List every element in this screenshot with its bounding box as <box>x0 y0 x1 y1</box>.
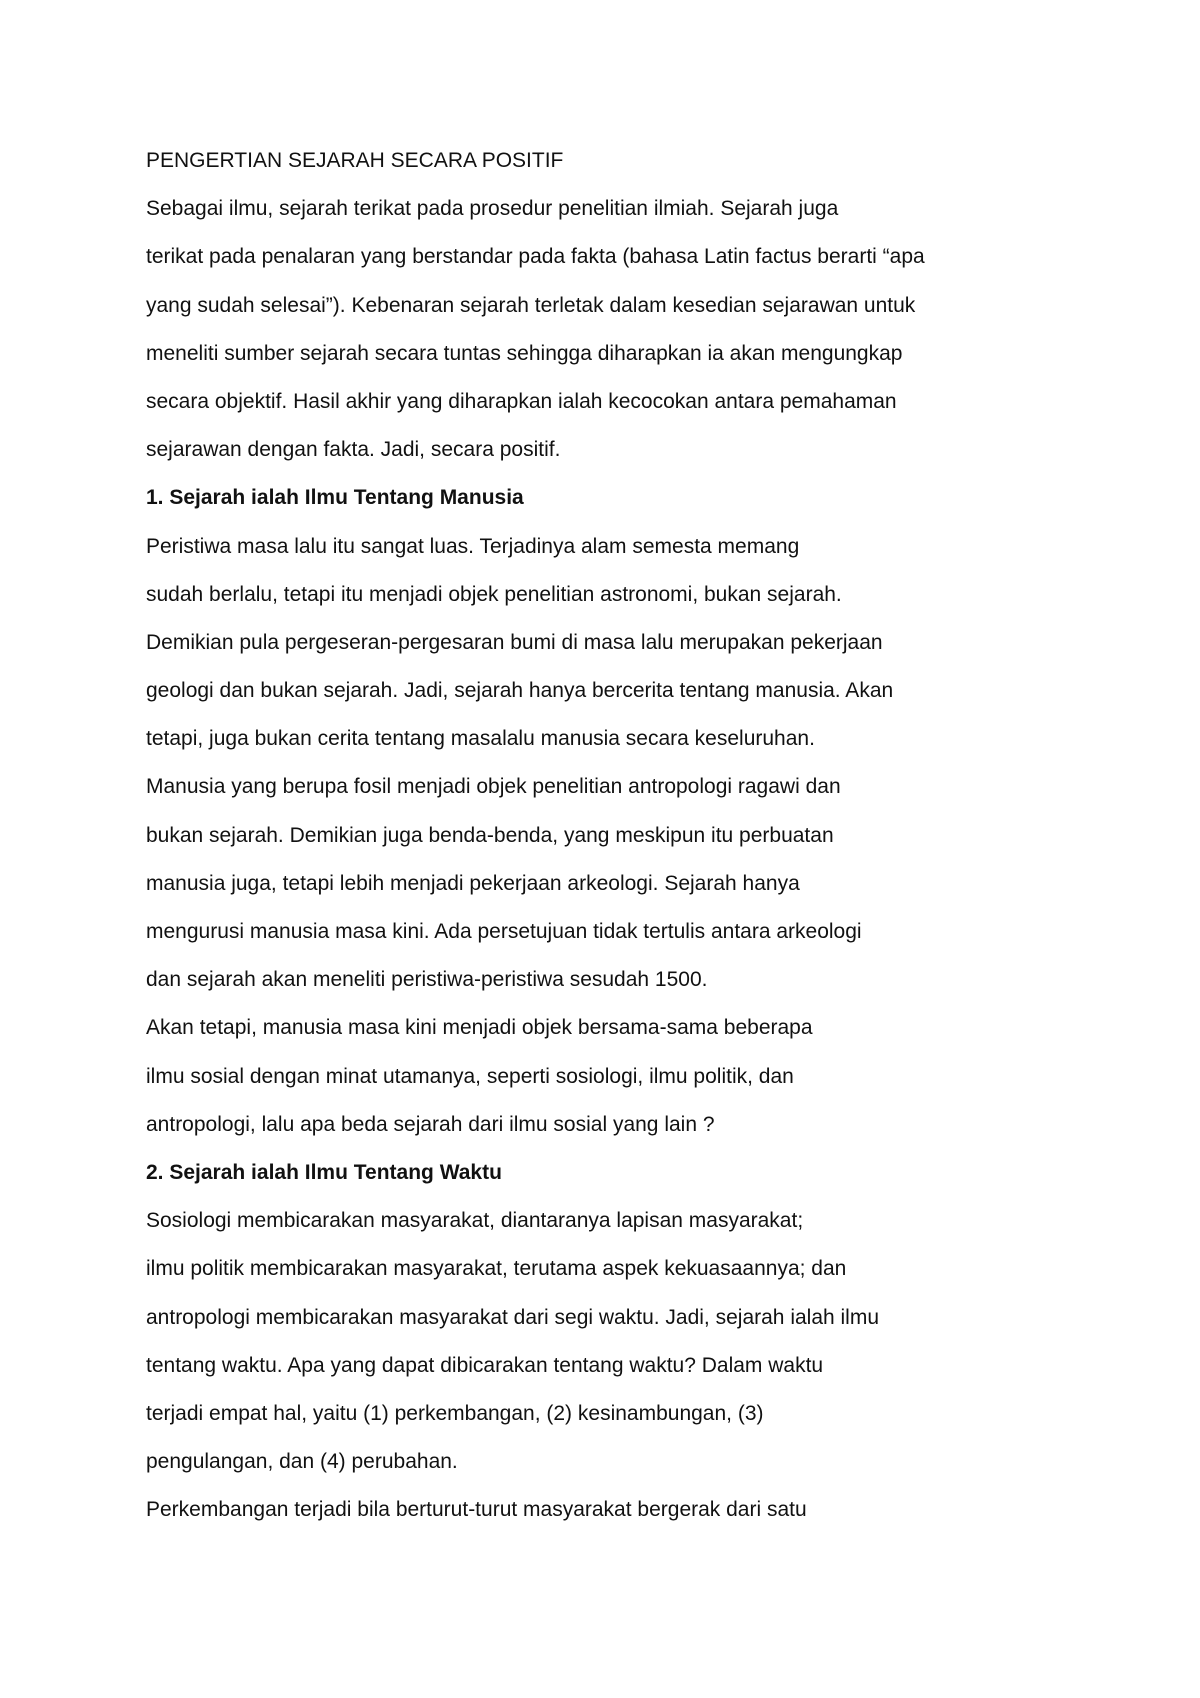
section-body <box>146 1205 1106 1542</box>
text-line: terjadi empat hal, yaitu (1) perkembangan, (2) kesinambungan, (3) <box>146 1401 764 1425</box>
text-line: pengulangan, dan (4) perubahan. <box>146 1450 458 1474</box>
text-line: Perkembangan terjadi bila berturut-turut masyarakat bergerak dari satu <box>146 1498 807 1522</box>
text-line: terikat pada penalaran yang berstandar pada fakta (bahasa Latin factus berarti “apa <box>146 245 925 269</box>
text-line: manusia juga, tetapi lebih menjadi pekerjaan arkeologi. Sejarah hanya <box>146 871 800 895</box>
section-heading: 2. Sejarah ialah Ilmu Tentang Waktu <box>146 1160 502 1184</box>
intro-paragraph <box>146 193 1106 482</box>
text-line: bukan sejarah. Demikian juga benda-benda, yang meskipun itu perbuatan <box>146 823 834 847</box>
text-line: tentang waktu. Apa yang dapat dibicarakan tentang waktu? Dalam waktu <box>146 1353 824 1377</box>
text-line: Akan tetapi, manusia masa kini menjadi objek bersama-sama beberapa <box>146 1016 813 1040</box>
text-line: sejarawan dengan fakta. Jadi, secara positif. <box>146 438 561 462</box>
text-line: yang sudah selesai”). Kebenaran sejarah terletak dalam kesedian sejarawan untuk <box>146 293 916 317</box>
text-line: tetapi, juga bukan cerita tentang masalalu manusia secara keseluruhan. <box>146 727 815 751</box>
text-line: Manusia yang berupa fosil menjadi objek penelitian antropologi ragawi dan <box>146 775 841 799</box>
document-body <box>146 145 1106 1542</box>
text-line: Sebagai ilmu, sejarah terikat pada prosedur penelitian ilmiah. Sejarah juga <box>146 197 839 221</box>
text-line: geologi dan bukan sejarah. Jadi, sejarah hanya bercerita tentang manusia. Akan <box>146 679 894 703</box>
text-line: dan sejarah akan meneliti peristiwa-peristiwa sesudah 1500. <box>146 968 708 992</box>
section-heading: 1. Sejarah ialah Ilmu Tentang Manusia <box>146 486 524 510</box>
text-line: antropologi membicarakan masyarakat dari segi waktu. Jadi, sejarah ialah ilmu <box>146 1305 880 1329</box>
text-line: mengurusi manusia masa kini. Ada persetujuan tidak tertulis antara arkeologi <box>146 920 862 943</box>
text-line: antropologi, lalu apa beda sejarah dari ilmu sosial yang lain ? <box>146 1112 715 1136</box>
text-line: Demikian pula pergeseran-pergesaran bumi di masa lalu merupakan pekerjaan <box>146 630 883 654</box>
text-line: ilmu sosial dengan minat utamanya, seperti sosiologi, ilmu politik, dan <box>146 1064 794 1088</box>
page-title: PENGERTIAN SEJARAH SECARA POSITIF <box>146 149 564 172</box>
text-line: Peristiwa masa lalu itu sangat luas. Terjadinya alam semesta memang <box>146 534 800 558</box>
text-line: sudah berlalu, tetapi itu menjadi objek penelitian astronomi, bukan sejarah. <box>146 582 842 606</box>
text-line: ilmu politik membicarakan masyarakat, terutama aspek kekuasaannya; dan <box>146 1257 847 1281</box>
text-line: meneliti sumber sejarah secara tuntas sehingga diharapkan ia akan mengungkap <box>146 341 903 365</box>
text-line: Sosiologi membicarakan masyarakat, diantaranya lapisan masyarakat; <box>146 1209 804 1233</box>
section-body <box>146 531 1106 1157</box>
text-line: secara objektif. Hasil akhir yang diharapkan ialah kecocokan antara pemahaman <box>146 389 897 413</box>
